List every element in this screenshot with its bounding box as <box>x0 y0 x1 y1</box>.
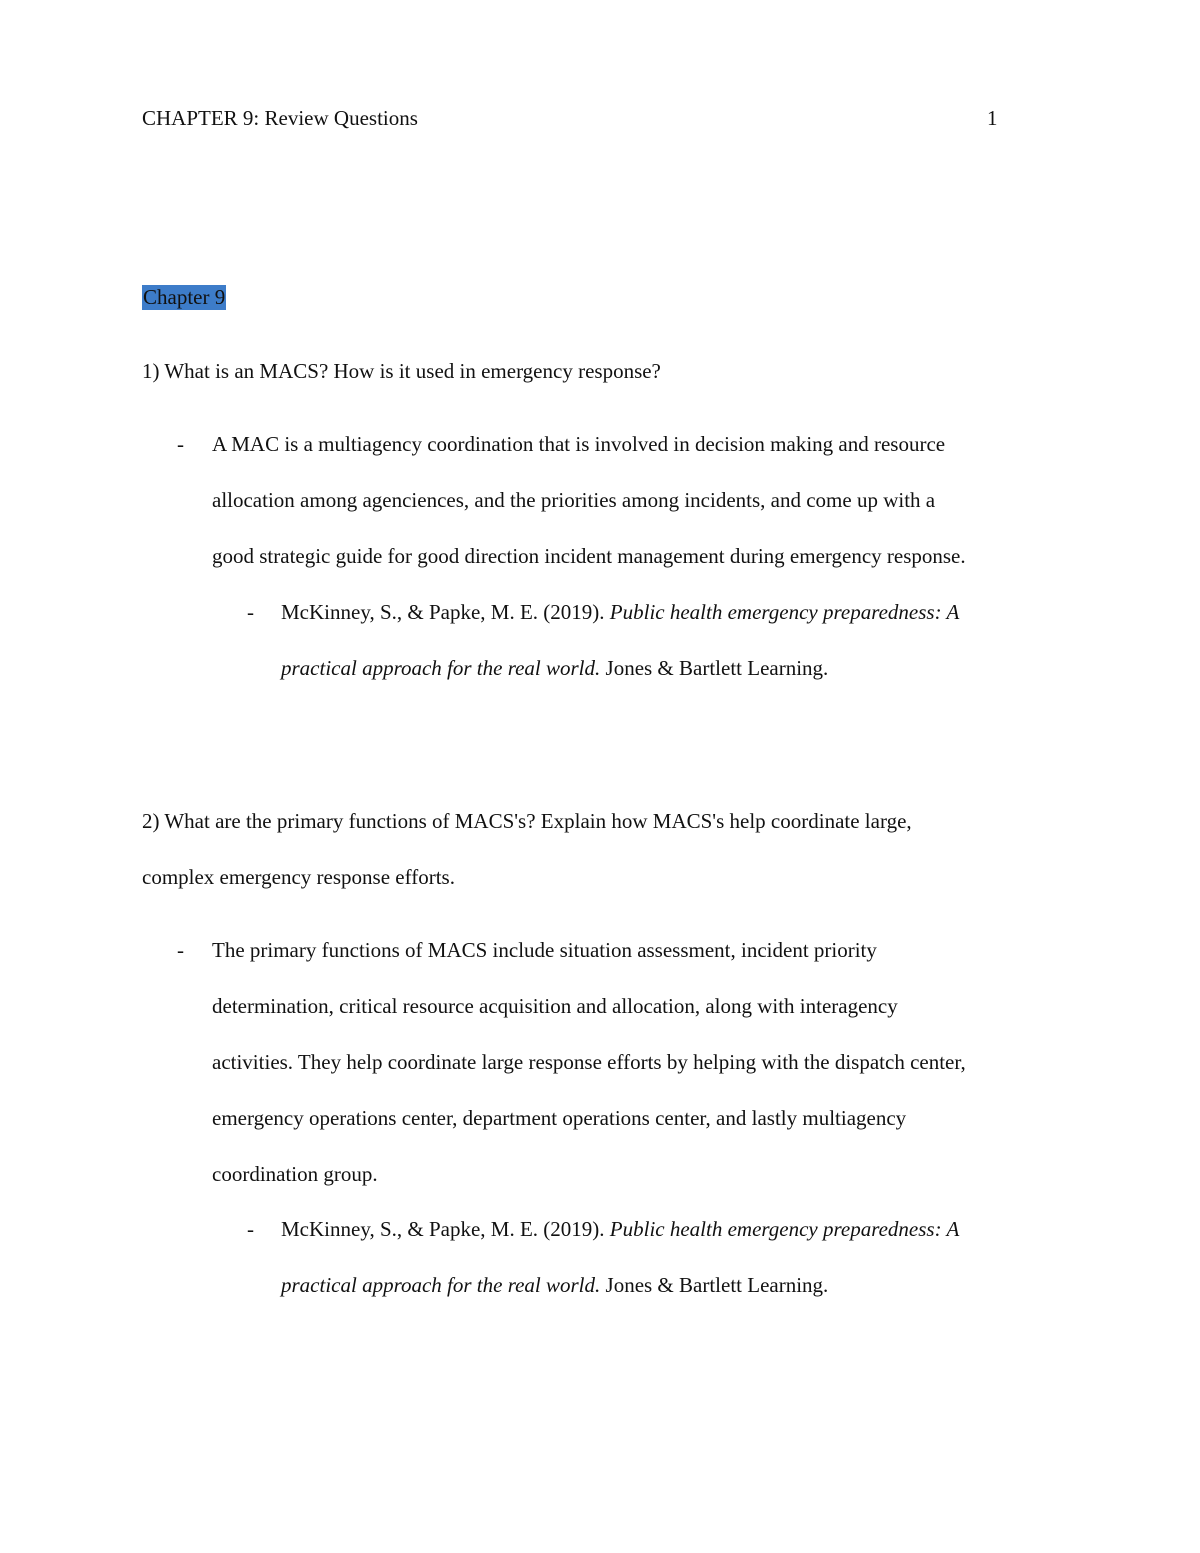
answer-1-line: A MAC is a multiagency coordination that is involved in decision making and resource <box>212 432 946 456</box>
citation-2-text <box>281 1201 1061 1313</box>
citation-1-dash: - <box>247 600 254 624</box>
answer-2-line: determination, critical resource acquisition and allocation, along with interagency <box>212 994 898 1018</box>
citation-1-line <box>281 640 1061 696</box>
answer-2-line: emergency operations center, department operations center, and lastly multiagency <box>212 1106 907 1130</box>
answer-2-line: activities. They help coordinate large response efforts by helping with the dispatch center, <box>212 1050 966 1074</box>
answer-1-text <box>212 416 1062 584</box>
answer-1-dash: - <box>177 432 184 456</box>
running-head: CHAPTER 9: Review Questions <box>142 106 418 130</box>
citation-1-title: Public health emergency preparedness: A <box>609 600 960 624</box>
citation-2-authors: McKinney, S., & Papke, M. E. (2019). <box>281 1217 610 1241</box>
citation-2-publisher: Jones & Bartlett Learning. <box>600 1273 829 1297</box>
question-2-line: complex emergency response efforts. <box>142 865 455 889</box>
question-2 <box>142 793 1022 905</box>
answer-1-line: good strategic guide for good direction incident management during emergency response. <box>212 544 966 568</box>
citation-1-title-cont: practical approach for the real world. <box>281 656 601 680</box>
citation-1-authors: McKinney, S., & Papke, M. E. (2019). <box>281 600 610 624</box>
answer-1-line: allocation among agenciences, and the priorities among incidents, and come up with a <box>212 488 936 512</box>
citation-2-title: Public health emergency preparedness: A <box>609 1217 960 1241</box>
citation-2-line <box>281 1257 1061 1313</box>
question-1-line: 1) What is an MACS? How is it used in emergency response? <box>142 359 661 383</box>
answer-2-line: coordination group. <box>212 1162 378 1186</box>
citation-2-line <box>281 1201 1061 1257</box>
question-1 <box>142 343 1022 399</box>
answer-2-text <box>212 922 1062 1202</box>
page-number: 1 <box>987 106 998 130</box>
citation-1-text <box>281 584 1061 696</box>
answer-2-dash: - <box>177 938 184 962</box>
chapter-heading[interactable]: Chapter 9 <box>143 285 226 309</box>
citation-2-dash: - <box>247 1217 254 1241</box>
citation-1-publisher: Jones & Bartlett Learning. <box>600 656 829 680</box>
question-2-line: 2) What are the primary functions of MACS's? Explain how MACS's help coordinate large, <box>142 809 912 833</box>
citation-2-title-cont: practical approach for the real world. <box>281 1273 601 1297</box>
answer-2-line: The primary functions of MACS include situation assessment, incident priority <box>212 938 877 962</box>
citation-1-line <box>281 584 1061 640</box>
